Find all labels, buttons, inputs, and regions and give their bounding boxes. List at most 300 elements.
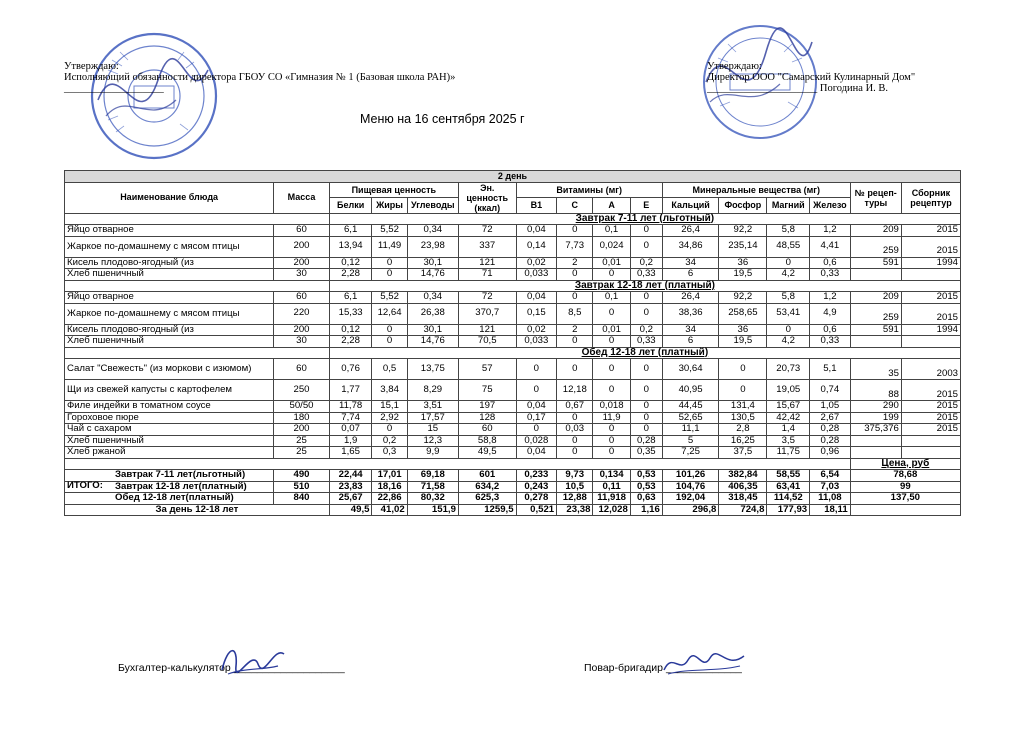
- cell-recipe-no: [850, 447, 901, 459]
- header-minerals: Минеральные вещества (мг): [662, 182, 850, 198]
- cell-vit-b1: 0: [516, 380, 557, 401]
- table-row: [65, 380, 961, 401]
- right-approver-position: Директор ООО "Самарский Кулинарный Дом": [707, 72, 916, 83]
- cell-mass: 60: [274, 292, 330, 304]
- cell-recipe-no: 209: [850, 292, 901, 304]
- total-row-label: [65, 493, 274, 505]
- cell-phosphorus: 130,5: [719, 412, 767, 424]
- cell-magnesium: 42,42: [767, 412, 810, 424]
- cell-vit-e: 0: [630, 401, 662, 413]
- cell-mass: 25: [274, 435, 330, 447]
- cell-phosphorus: 36: [719, 324, 767, 336]
- cell-vit-b1: 0,17: [516, 412, 557, 424]
- cell-vit-b1: 0,04: [516, 447, 557, 459]
- cell-carbs: 14,76: [407, 336, 458, 348]
- cell-recipe-no: 375,376: [850, 424, 901, 436]
- cell-calcium: 38,36: [662, 303, 719, 324]
- day-total-protein: 41,02: [372, 504, 407, 516]
- cell-energy: 128: [458, 412, 516, 424]
- day-total-vit-a: 1,16: [630, 504, 662, 516]
- cell-protein: 2,28: [329, 269, 372, 281]
- cell-calcium: 11,1: [662, 424, 719, 436]
- cell-carbs: 0,34: [407, 292, 458, 304]
- total-row: [65, 493, 961, 505]
- cell-recipe-no: 290: [850, 401, 901, 413]
- cell-vit-c: 0: [557, 292, 593, 304]
- cell-vit-c: 0: [557, 336, 593, 348]
- total-vit-c: 9,73: [557, 470, 593, 482]
- cell-magnesium: 20,73: [767, 359, 810, 380]
- total-vit-b1: 0,278: [516, 493, 557, 505]
- cell-vit-e: 0,35: [630, 447, 662, 459]
- cell-phosphorus: 0: [719, 380, 767, 401]
- cell-iron: 0,96: [810, 447, 851, 459]
- cell-dish-name: Кисель плодово-ягодный (из: [65, 257, 274, 269]
- cell-mass: 200: [274, 424, 330, 436]
- cook-signature: [660, 648, 748, 678]
- total-carbs: 71,58: [407, 481, 458, 493]
- table-row: [65, 225, 961, 237]
- section-title: Обед 12-18 лет (платный): [329, 347, 960, 359]
- cell-vit-a: 11,9: [593, 412, 630, 424]
- table-row: [65, 359, 961, 380]
- cell-calcium: 26,4: [662, 292, 719, 304]
- table-row: [65, 292, 961, 304]
- price-header: Цена, руб: [850, 458, 960, 470]
- total-vit-a: 0,134: [593, 470, 630, 482]
- cell-collection: 2015: [901, 380, 960, 401]
- cell-calcium: 40,95: [662, 380, 719, 401]
- total-mass: 490: [274, 470, 330, 482]
- cell-fat: 0: [372, 269, 407, 281]
- total-fat: 22,86: [372, 493, 407, 505]
- totals-label: ИТОГО:: [67, 480, 103, 491]
- cell-carbs: 30,1: [407, 324, 458, 336]
- cell-phosphorus: 2,8: [719, 424, 767, 436]
- cell-iron: 4,41: [810, 236, 851, 257]
- cell-collection: [901, 336, 960, 348]
- cell-calcium: 34: [662, 257, 719, 269]
- cell-recipe-no: 259: [850, 303, 901, 324]
- total-carbs: 69,18: [407, 470, 458, 482]
- cell-vit-b1: 0,02: [516, 257, 557, 269]
- cell-carbs: 3,51: [407, 401, 458, 413]
- table-row: [65, 236, 961, 257]
- day-total-vit-b1: 23,38: [557, 504, 593, 516]
- cell-protein: 2,28: [329, 336, 372, 348]
- cell-iron: 0,6: [810, 324, 851, 336]
- cell-fat: 2,92: [372, 412, 407, 424]
- total-vit-b1: 0,243: [516, 481, 557, 493]
- cell-vit-c: 0: [557, 359, 593, 380]
- total-name: Завтрак 12-18 лет(платный): [115, 480, 247, 492]
- cell-magnesium: 0: [767, 324, 810, 336]
- cell-vit-a: 0,1: [593, 292, 630, 304]
- cell-fat: 0: [372, 336, 407, 348]
- cell-protein: 15,33: [329, 303, 372, 324]
- section-spacer: [65, 347, 330, 359]
- cell-magnesium: 11,75: [767, 447, 810, 459]
- cell-protein: 0,12: [329, 324, 372, 336]
- total-vit-e: 0,53: [630, 481, 662, 493]
- cell-recipe-no: [850, 269, 901, 281]
- cell-phosphorus: 19,5: [719, 269, 767, 281]
- day-total-vit-c: 12,028: [593, 504, 630, 516]
- day-total-empty: [850, 504, 960, 516]
- cell-recipe-no: 591: [850, 257, 901, 269]
- cell-mass: 250: [274, 380, 330, 401]
- cell-carbs: 14,76: [407, 269, 458, 281]
- table-row: [65, 435, 961, 447]
- cell-recipe-no: 35: [850, 359, 901, 380]
- cell-protein: 13,94: [329, 236, 372, 257]
- cell-carbs: 26,38: [407, 303, 458, 324]
- cell-magnesium: 19,05: [767, 380, 810, 401]
- cell-calcium: 5: [662, 435, 719, 447]
- cell-vit-a: 0: [593, 303, 630, 324]
- cell-carbs: 30,1: [407, 257, 458, 269]
- cell-dish-name: Щи из свежей капусты с картофелем: [65, 380, 274, 401]
- price-header-row: [65, 458, 961, 470]
- cell-iron: 2,67: [810, 412, 851, 424]
- cell-protein: 6,1: [329, 292, 372, 304]
- cell-phosphorus: 92,2: [719, 225, 767, 237]
- cell-collection: [901, 269, 960, 281]
- header-iron: Железо: [810, 198, 851, 214]
- section-spacer: [65, 213, 330, 225]
- header-name: Наименование блюда: [65, 182, 274, 213]
- cell-vit-c: 8,5: [557, 303, 593, 324]
- cell-energy: 72: [458, 225, 516, 237]
- cell-vit-a: 0: [593, 380, 630, 401]
- cell-dish-name: Яйцо отварное: [65, 225, 274, 237]
- cell-iron: 0,28: [810, 435, 851, 447]
- total-vit-b1: 0,233: [516, 470, 557, 482]
- cell-vit-c: 0,67: [557, 401, 593, 413]
- cell-vit-b1: 0,02: [516, 324, 557, 336]
- cell-phosphorus: 131,4: [719, 401, 767, 413]
- cell-energy: 57: [458, 359, 516, 380]
- cell-vit-a: 0,018: [593, 401, 630, 413]
- total-mass: 510: [274, 481, 330, 493]
- cell-collection: 2015: [901, 412, 960, 424]
- cell-fat: 0: [372, 324, 407, 336]
- cell-recipe-no: 199: [850, 412, 901, 424]
- day-total-magnesium: 18,11: [810, 504, 851, 516]
- day-total-row: [65, 504, 961, 516]
- table-row: [65, 424, 961, 436]
- cell-vit-b1: 0,04: [516, 292, 557, 304]
- cell-dish-name: Хлеб пшеничный: [65, 336, 274, 348]
- cell-recipe-no: 259: [850, 236, 901, 257]
- cell-phosphorus: 235,14: [719, 236, 767, 257]
- total-vit-a: 11,918: [593, 493, 630, 505]
- header-fat: Жиры: [372, 198, 407, 214]
- cell-energy: 60: [458, 424, 516, 436]
- cell-energy: 70,5: [458, 336, 516, 348]
- total-vit-a: 0,11: [593, 481, 630, 493]
- total-magnesium: 58,55: [767, 470, 810, 482]
- cell-energy: 121: [458, 324, 516, 336]
- cell-fat: 0: [372, 257, 407, 269]
- cell-vit-a: 0,024: [593, 236, 630, 257]
- cell-dish-name: Хлеб пшеничный: [65, 435, 274, 447]
- cell-mass: 30: [274, 336, 330, 348]
- cell-vit-e: 0,28: [630, 435, 662, 447]
- cell-collection: 2015: [901, 303, 960, 324]
- cell-recipe-no: [850, 336, 901, 348]
- cell-vit-b1: 0,15: [516, 303, 557, 324]
- cell-dish-name: Салат "Свежесть" (из моркови с изюмом): [65, 359, 274, 380]
- total-magnesium: 63,41: [767, 481, 810, 493]
- cell-vit-c: 0,03: [557, 424, 593, 436]
- header-calcium: Кальций: [662, 198, 719, 214]
- total-iron: 6,54: [810, 470, 851, 482]
- total-fat: 17,01: [372, 470, 407, 482]
- total-price: 137,50: [850, 493, 960, 505]
- cell-collection: 2015: [901, 225, 960, 237]
- cell-vit-e: 0: [630, 359, 662, 380]
- day-total-fat: 151,9: [407, 504, 458, 516]
- cell-vit-c: 0: [557, 225, 593, 237]
- header-c: С: [557, 198, 593, 214]
- cell-collection: 2015: [901, 292, 960, 304]
- cell-magnesium: 3,5: [767, 435, 810, 447]
- cell-vit-e: 0,2: [630, 324, 662, 336]
- cell-vit-b1: 0,033: [516, 336, 557, 348]
- cell-iron: 0,33: [810, 336, 851, 348]
- day-total-carbs: 1259,5: [458, 504, 516, 516]
- right-approver-name: _____________________ Погодина И. В.: [707, 83, 889, 94]
- table-row: [65, 412, 961, 424]
- cell-recipe-no: 88: [850, 380, 901, 401]
- cell-fat: 0,3: [372, 447, 407, 459]
- cell-vit-b1: 0: [516, 359, 557, 380]
- cell-fat: 5,52: [372, 292, 407, 304]
- cell-fat: 11,49: [372, 236, 407, 257]
- cook-title: Повар-бригадир: [584, 662, 664, 674]
- cell-energy: 49,5: [458, 447, 516, 459]
- cell-mass: 200: [274, 324, 330, 336]
- accountant-line: ___________________: [233, 662, 345, 674]
- table-row: [65, 324, 961, 336]
- cell-mass: 180: [274, 412, 330, 424]
- table-row: [65, 269, 961, 281]
- cell-protein: 1,77: [329, 380, 372, 401]
- header-collection: Сборник рецептур: [901, 182, 960, 213]
- cell-dish-name: Филе индейки в томатном соусе: [65, 401, 274, 413]
- cell-vit-c: 0: [557, 269, 593, 281]
- total-protein: 25,67: [329, 493, 372, 505]
- cell-vit-b1: 0,14: [516, 236, 557, 257]
- cell-magnesium: 4,2: [767, 269, 810, 281]
- total-vit-e: 0,63: [630, 493, 662, 505]
- day-total-total-label: За день 12-18 лет: [65, 504, 330, 516]
- cell-vit-b1: 0,04: [516, 225, 557, 237]
- cell-mass: 30: [274, 269, 330, 281]
- cell-vit-c: 2: [557, 257, 593, 269]
- cell-mass: 220: [274, 303, 330, 324]
- cell-magnesium: 0: [767, 257, 810, 269]
- cell-magnesium: 4,2: [767, 336, 810, 348]
- cell-phosphorus: 92,2: [719, 292, 767, 304]
- day-total-vit-e: 296,8: [662, 504, 719, 516]
- header-protein: Белки: [329, 198, 372, 214]
- cell-mass: 200: [274, 257, 330, 269]
- cell-protein: 0,07: [329, 424, 372, 436]
- cell-collection: 2015: [901, 424, 960, 436]
- cell-iron: 1,2: [810, 225, 851, 237]
- accountant-signature: [218, 640, 288, 680]
- total-calcium: 101,26: [662, 470, 719, 482]
- total-magnesium: 114,52: [767, 493, 810, 505]
- cell-vit-e: 0: [630, 225, 662, 237]
- table-row: [65, 447, 961, 459]
- cell-energy: 75: [458, 380, 516, 401]
- day-label: 2 день: [65, 171, 961, 183]
- cell-iron: 0,6: [810, 257, 851, 269]
- cell-calcium: 30,64: [662, 359, 719, 380]
- accountant-title: Бухгалтер-калькулятор: [118, 662, 231, 674]
- cell-vit-a: 0,01: [593, 257, 630, 269]
- cell-collection: 1994: [901, 257, 960, 269]
- total-vit-c: 12,88: [557, 493, 593, 505]
- cell-phosphorus: 19,5: [719, 336, 767, 348]
- header-nutrition: Пищевая ценность: [329, 182, 458, 198]
- total-phosphorus: 406,35: [719, 481, 767, 493]
- cell-calcium: 7,25: [662, 447, 719, 459]
- cell-mass: 25: [274, 447, 330, 459]
- total-vit-e: 0,53: [630, 470, 662, 482]
- cell-recipe-no: 209: [850, 225, 901, 237]
- cell-vit-c: 2: [557, 324, 593, 336]
- cell-magnesium: 15,67: [767, 401, 810, 413]
- total-price: 78,68: [850, 470, 960, 482]
- cell-vit-a: 0: [593, 336, 630, 348]
- cell-dish-name: Жаркое по-домашнему с мясом птицы: [65, 303, 274, 324]
- table-row: [65, 257, 961, 269]
- cell-vit-a: 0: [593, 359, 630, 380]
- header-a: А: [593, 198, 630, 214]
- cell-carbs: 17,57: [407, 412, 458, 424]
- cell-vit-b1: 0,04: [516, 401, 557, 413]
- cell-dish-name: Хлеб пшеничный: [65, 269, 274, 281]
- cell-iron: 5,1: [810, 359, 851, 380]
- header-energy: Эн. ценность (ккал): [458, 182, 516, 213]
- cell-vit-a: 0,1: [593, 225, 630, 237]
- cell-magnesium: 53,41: [767, 303, 810, 324]
- cell-recipe-no: 591: [850, 324, 901, 336]
- left-approve-label: Утверждаю:: [64, 61, 119, 72]
- day-total-phosphorus: 177,93: [767, 504, 810, 516]
- price-header-spacer: [65, 458, 851, 470]
- cell-protein: 7,74: [329, 412, 372, 424]
- total-calcium: 192,04: [662, 493, 719, 505]
- table-row: [65, 401, 961, 413]
- cell-vit-c: 7,73: [557, 236, 593, 257]
- page-title: Меню на 16 сентября 2025 г: [360, 112, 525, 126]
- cell-vit-a: 0: [593, 269, 630, 281]
- cell-calcium: 6: [662, 269, 719, 281]
- section-header-row: [65, 213, 961, 225]
- cell-iron: 1,2: [810, 292, 851, 304]
- cell-magnesium: 5,8: [767, 225, 810, 237]
- cell-protein: 6,1: [329, 225, 372, 237]
- cell-carbs: 8,29: [407, 380, 458, 401]
- cell-collection: 2015: [901, 401, 960, 413]
- cell-vit-a: 0: [593, 424, 630, 436]
- cell-vit-e: 0,33: [630, 336, 662, 348]
- section-header-row: [65, 280, 961, 292]
- cell-phosphorus: 37,5: [719, 447, 767, 459]
- cell-carbs: 13,75: [407, 359, 458, 380]
- cell-mass: 60: [274, 359, 330, 380]
- cell-fat: 15,1: [372, 401, 407, 413]
- cell-vit-a: 0: [593, 435, 630, 447]
- header-carbs: Углеводы: [407, 198, 458, 214]
- cell-vit-e: 0: [630, 236, 662, 257]
- cell-vit-c: 0: [557, 412, 593, 424]
- school-stamp: [88, 30, 220, 162]
- cell-fat: 0,5: [372, 359, 407, 380]
- cell-calcium: 34,86: [662, 236, 719, 257]
- cell-vit-e: 0: [630, 292, 662, 304]
- total-row: [65, 470, 961, 482]
- cell-fat: 0: [372, 424, 407, 436]
- cell-dish-name: Хлеб ржаной: [65, 447, 274, 459]
- cell-calcium: 44,45: [662, 401, 719, 413]
- day-total-energy: 0,521: [516, 504, 557, 516]
- section-title: Завтрак 7-11 лет (льготный): [329, 213, 960, 225]
- cell-energy: 71: [458, 269, 516, 281]
- day-total-mass: 49,5: [329, 504, 372, 516]
- header-vitamins: Витамины (мг): [516, 182, 662, 198]
- total-protein: 22,44: [329, 470, 372, 482]
- cell-magnesium: 48,55: [767, 236, 810, 257]
- cell-iron: 1,05: [810, 401, 851, 413]
- cell-carbs: 23,98: [407, 236, 458, 257]
- header-b1: В1: [516, 198, 557, 214]
- cook-line: _____________: [665, 662, 742, 674]
- cell-energy: 121: [458, 257, 516, 269]
- cell-vit-b1: 0,033: [516, 269, 557, 281]
- cell-carbs: 12,3: [407, 435, 458, 447]
- cell-protein: 1,9: [329, 435, 372, 447]
- cell-mass: 60: [274, 225, 330, 237]
- total-price: 99: [850, 481, 960, 493]
- cell-collection: 2015: [901, 236, 960, 257]
- cell-energy: 58,8: [458, 435, 516, 447]
- cell-calcium: 6: [662, 336, 719, 348]
- cell-dish-name: Гороховое пюре: [65, 412, 274, 424]
- cell-mass: 50/50: [274, 401, 330, 413]
- cell-collection: [901, 447, 960, 459]
- cell-collection: 2003: [901, 359, 960, 380]
- cell-phosphorus: 258,65: [719, 303, 767, 324]
- cell-vit-e: 0: [630, 380, 662, 401]
- menu-body: [65, 213, 961, 516]
- table-row: [65, 303, 961, 324]
- header-mass: Масса: [274, 182, 330, 213]
- cell-vit-e: 0,2: [630, 257, 662, 269]
- total-energy: 625,3: [458, 493, 516, 505]
- cell-dish-name: Чай с сахаром: [65, 424, 274, 436]
- cell-iron: 0,74: [810, 380, 851, 401]
- cell-vit-b1: 0,028: [516, 435, 557, 447]
- cell-collection: 1994: [901, 324, 960, 336]
- section-spacer: [65, 280, 330, 292]
- total-protein: 23,83: [329, 481, 372, 493]
